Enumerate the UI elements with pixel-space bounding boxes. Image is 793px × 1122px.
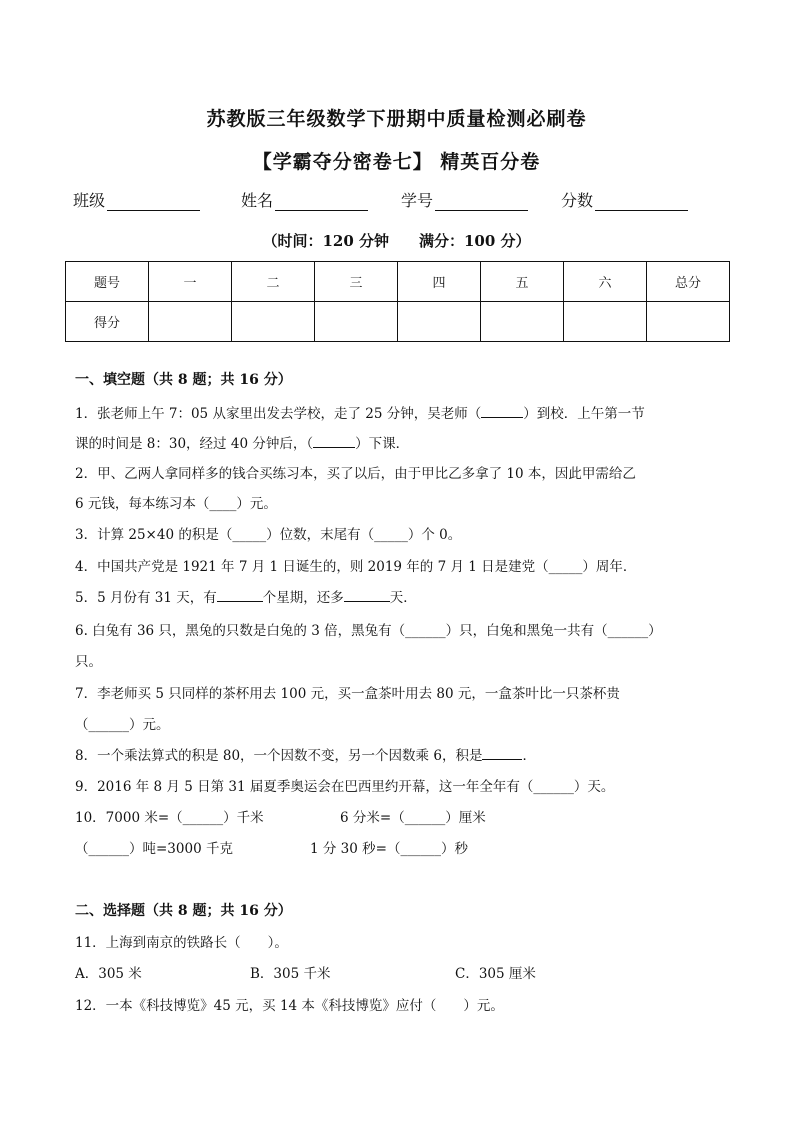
- q5-blank-2[interactable]: [344, 588, 390, 602]
- exam-subtitle: 【学霸夺分密卷七】 精英百分卷: [252, 151, 541, 173]
- question-1-line-1: [75, 402, 645, 422]
- score-table-cell: 三: [315, 262, 398, 302]
- q5-text-b: 个星期，还多: [262, 590, 344, 606]
- q1-text-b: ）到校．上午第一节: [523, 406, 645, 422]
- q11-option-b[interactable]: B．305 千米: [250, 966, 331, 982]
- question-11: 11．上海到南京的铁路长（ ）。: [75, 935, 288, 951]
- score-table-header-row: [66, 262, 730, 302]
- student-id-blank[interactable]: [435, 192, 528, 211]
- exam-title: 苏教版三年级数学下册期中质量检测必刷卷: [206, 108, 587, 130]
- question-6-line-1: 6. 白兔有 36 只，黑兔的只数是白兔的 3 倍，黑兔有（______）只，白兔和黑兔一共有（______）: [75, 623, 662, 639]
- score-table-cell: 题号: [66, 262, 149, 302]
- class-field: [73, 188, 200, 211]
- score-label: 分数: [561, 191, 594, 210]
- score-row-label: 得分: [66, 302, 149, 342]
- score-input-cell[interactable]: [564, 302, 647, 342]
- question-5: [75, 586, 417, 606]
- q11-option-a[interactable]: A．305 米: [75, 966, 142, 982]
- question-2-line-1: 2．甲、乙两人拿同样多的钱合买练习本，买了以后，由于甲比乙多拿了 10 本，因此甲需给乙: [75, 466, 636, 482]
- name-label: 姓名: [241, 191, 274, 210]
- question-6-line-2: 只。: [75, 654, 102, 670]
- question-3: 3．计算 25×40 的积是（_____）位数，末尾有（_____）个 0。: [75, 527, 462, 543]
- score-input-cell[interactable]: [481, 302, 564, 342]
- student-id-label: 学号: [401, 191, 434, 210]
- score-table-cell: 五: [481, 262, 564, 302]
- score-input-cell[interactable]: [149, 302, 232, 342]
- score-field: [561, 188, 688, 211]
- question-2-line-2: 6 元钱，每本练习本（____）元。: [75, 496, 277, 512]
- score-table-cell: 总分: [647, 262, 730, 302]
- score-input-cell[interactable]: [232, 302, 315, 342]
- score-input-cell[interactable]: [647, 302, 730, 342]
- question-10-c: （______）吨=3000 千克: [75, 841, 233, 857]
- q1-text-c: 课的时间是 8：30，经过 40 分钟后，（: [75, 436, 314, 452]
- q5-text-c: 天．: [389, 590, 417, 606]
- score-table-cell: 六: [564, 262, 647, 302]
- score-blank[interactable]: [595, 192, 688, 211]
- name-field: [241, 188, 368, 211]
- question-1-line-2: [75, 432, 409, 452]
- question-10-a: 10．7000 米=（______）千米: [75, 810, 264, 826]
- name-blank[interactable]: [275, 192, 368, 211]
- question-4: 4．中国共产党是 1921 年 7 月 1 日诞生的，则 2019 年的 7 月 1 日是建党（_____）周年．: [75, 559, 637, 575]
- question-10-b: 6 分米=（______）厘米: [340, 810, 486, 826]
- question-7-line-2: （______）元。: [75, 717, 170, 733]
- q1-text-a: 1．张老师上午 7：05 从家里出发去学校，走了 25 分钟，吴老师（: [75, 406, 482, 422]
- q5-blank-1[interactable]: [217, 588, 263, 602]
- score-input-cell[interactable]: [398, 302, 481, 342]
- time-info: （时间：120 分钟 满分：100 分）: [262, 232, 531, 250]
- section-1-title: 一、填空题（共 8 题；共 16 分）: [75, 372, 292, 388]
- class-blank[interactable]: [107, 192, 200, 211]
- question-8: [75, 744, 536, 764]
- q1-blank-1[interactable]: [481, 404, 523, 418]
- question-7-line-1: 7．李老师买 5 只同样的茶杯用去 100 元，买一盒茶叶用去 80 元，一盒茶叶比一只茶杯贵: [75, 686, 620, 702]
- q11-option-c[interactable]: C．305 厘米: [455, 966, 536, 982]
- q1-text-d: ）下课．: [355, 436, 410, 452]
- section-2-title: 二、选择题（共 8 题；共 16 分）: [75, 903, 292, 919]
- score-table-cell: 四: [398, 262, 481, 302]
- score-table-cell: 二: [232, 262, 315, 302]
- class-label: 班级: [73, 191, 106, 210]
- question-12: 12．一本《科技博览》45 元，买 14 本《科技博览》应付（ ）元。: [75, 998, 504, 1014]
- question-9: 9．2016 年 8 月 5 日第 31 届夏季奥运会在巴西里约开幕，这一年全年有（______）天。: [75, 779, 615, 795]
- question-10-d: 1 分 30 秒=（______）秒: [310, 841, 468, 857]
- q8-text-b: ．: [522, 748, 536, 764]
- q5-text-a: 5．5 月份有 31 天，有: [75, 590, 217, 606]
- score-input-cell[interactable]: [315, 302, 398, 342]
- score-table: [65, 261, 730, 342]
- score-table-score-row: [66, 302, 730, 342]
- q1-blank-2[interactable]: [313, 434, 355, 448]
- q8-text-a: 8．一个乘法算式的积是 80，一个因数不变，另一个因数乘 6，积是: [75, 748, 483, 764]
- score-table-cell: 一: [149, 262, 232, 302]
- student-id-field: [401, 188, 528, 211]
- q8-blank[interactable]: [482, 746, 522, 760]
